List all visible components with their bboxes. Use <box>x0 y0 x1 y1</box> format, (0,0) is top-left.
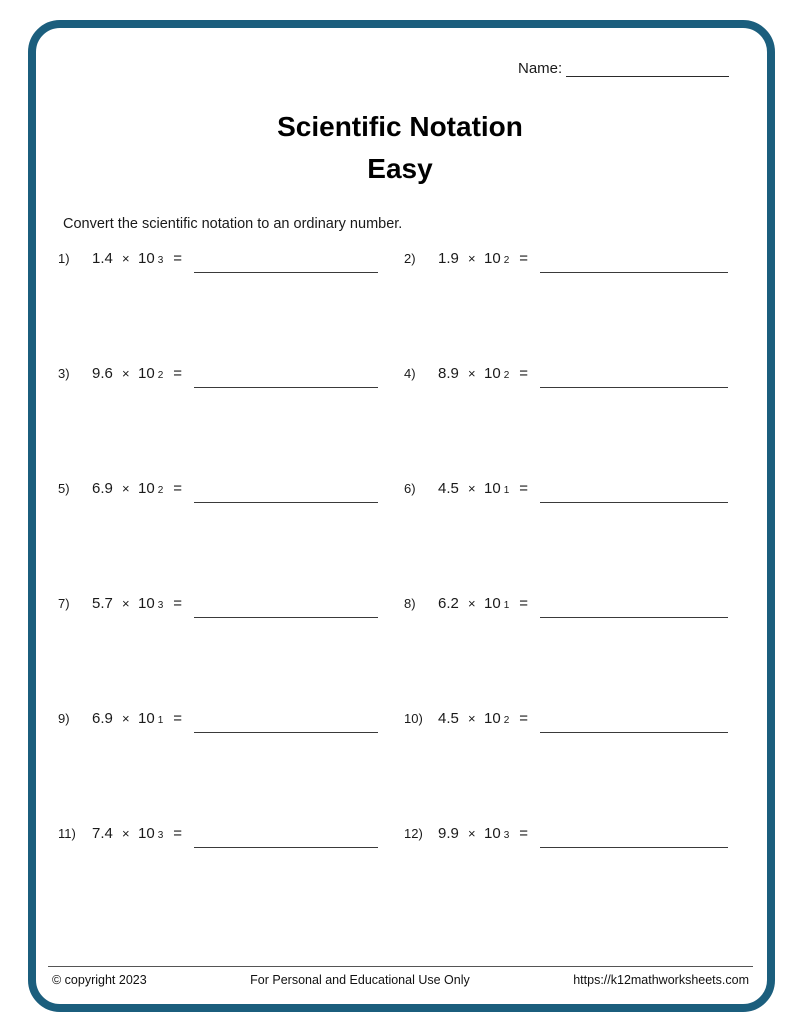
equals-sign: = <box>173 480 183 497</box>
problem-number: 11) <box>58 826 76 841</box>
answer-blank[interactable] <box>194 480 378 503</box>
problem-11: 11) 7.4 × 10 3 = <box>58 825 378 845</box>
multiplication-sign: × <box>468 481 476 496</box>
multiplication-sign: × <box>122 366 130 381</box>
problem-1: 1) 1.4 × 10 3 = <box>58 250 378 270</box>
coefficient: 4.5 <box>438 480 459 497</box>
base-ten: 10 <box>484 825 501 842</box>
coefficient: 1.9 <box>438 250 459 267</box>
problem-10: 10) 4.5 × 10 2 = <box>404 710 728 730</box>
name-label: Name: <box>518 60 563 77</box>
answer-blank[interactable] <box>194 710 378 733</box>
coefficient: 5.7 <box>92 595 113 612</box>
instruction-text: Convert the scientific notation to an ordinary number. <box>63 216 403 232</box>
coefficient: 4.5 <box>438 710 459 727</box>
problem-number: 2) <box>404 251 416 266</box>
problems-grid <box>58 250 728 845</box>
equals-sign: = <box>519 365 529 382</box>
equals-sign: = <box>519 595 529 612</box>
equals-sign: = <box>519 250 529 267</box>
answer-blank[interactable] <box>194 365 378 388</box>
problem-5: 5) 6.9 × 10 2 = <box>58 480 378 500</box>
problem-9: 9) 6.9 × 10 1 = <box>58 710 378 730</box>
equals-sign: = <box>519 710 529 727</box>
worksheet-title <box>0 106 800 190</box>
name-field <box>518 60 729 77</box>
problem-number: 5) <box>58 481 70 496</box>
base-ten: 10 <box>138 595 155 612</box>
coefficient: 8.9 <box>438 365 459 382</box>
problem-number: 8) <box>404 596 416 611</box>
answer-blank[interactable] <box>540 825 728 848</box>
base-ten: 10 <box>484 710 501 727</box>
equals-sign: = <box>519 480 529 497</box>
title-line-2: Easy <box>367 153 433 184</box>
footer-copyright: © copyright 2023 <box>52 973 147 987</box>
answer-blank[interactable] <box>194 825 378 848</box>
problem-number: 7) <box>58 596 70 611</box>
coefficient: 9.6 <box>92 365 113 382</box>
answer-blank[interactable] <box>540 250 728 273</box>
base-ten: 10 <box>138 825 155 842</box>
equals-sign: = <box>173 825 183 842</box>
problem-7: 7) 5.7 × 10 3 = <box>58 595 378 615</box>
problem-4: 4) 8.9 × 10 2 = <box>404 365 728 385</box>
base-ten: 10 <box>484 595 501 612</box>
equals-sign: = <box>519 825 529 842</box>
footer-usage-note: For Personal and Educational Use Only <box>250 973 470 987</box>
problem-3: 3) 9.6 × 10 2 = <box>58 365 378 385</box>
multiplication-sign: × <box>122 711 130 726</box>
multiplication-sign: × <box>468 251 476 266</box>
answer-blank[interactable] <box>540 595 728 618</box>
multiplication-sign: × <box>468 596 476 611</box>
problem-number: 6) <box>404 481 416 496</box>
base-ten: 10 <box>484 250 501 267</box>
base-ten: 10 <box>138 250 155 267</box>
base-ten: 10 <box>484 365 501 382</box>
multiplication-sign: × <box>122 251 130 266</box>
coefficient: 1.4 <box>92 250 113 267</box>
coefficient: 6.9 <box>92 710 113 727</box>
problem-6: 6) 4.5 × 10 1 = <box>404 480 728 500</box>
problem-2: 2) 1.9 × 10 2 = <box>404 250 728 270</box>
equals-sign: = <box>173 365 183 382</box>
coefficient: 7.4 <box>92 825 113 842</box>
coefficient: 9.9 <box>438 825 459 842</box>
answer-blank[interactable] <box>540 710 728 733</box>
equals-sign: = <box>173 595 183 612</box>
multiplication-sign: × <box>122 826 130 841</box>
base-ten: 10 <box>484 480 501 497</box>
problem-number: 3) <box>58 366 70 381</box>
coefficient: 6.9 <box>92 480 113 497</box>
problem-12: 12) 9.9 × 10 3 = <box>404 825 728 845</box>
problem-number: 9) <box>58 711 70 726</box>
base-ten: 10 <box>138 710 155 727</box>
problem-8: 8) 6.2 × 10 1 = <box>404 595 728 615</box>
answer-blank[interactable] <box>540 480 728 503</box>
multiplication-sign: × <box>122 596 130 611</box>
answer-blank[interactable] <box>540 365 728 388</box>
problem-number: 10) <box>404 711 423 726</box>
problem-number: 1) <box>58 251 70 266</box>
name-blank-line[interactable] <box>566 62 729 77</box>
answer-blank[interactable] <box>194 250 378 273</box>
title-line-1: Scientific Notation <box>277 111 523 142</box>
equals-sign: = <box>173 710 183 727</box>
equals-sign: = <box>173 250 183 267</box>
footer-website-url: https://k12mathworksheets.com <box>573 973 749 987</box>
footer <box>48 973 753 987</box>
base-ten: 10 <box>138 480 155 497</box>
multiplication-sign: × <box>468 826 476 841</box>
coefficient: 6.2 <box>438 595 459 612</box>
multiplication-sign: × <box>122 481 130 496</box>
multiplication-sign: × <box>468 711 476 726</box>
base-ten: 10 <box>138 365 155 382</box>
multiplication-sign: × <box>468 366 476 381</box>
problem-number: 12) <box>404 826 423 841</box>
footer-divider <box>48 966 753 967</box>
problem-number: 4) <box>404 366 416 381</box>
answer-blank[interactable] <box>194 595 378 618</box>
